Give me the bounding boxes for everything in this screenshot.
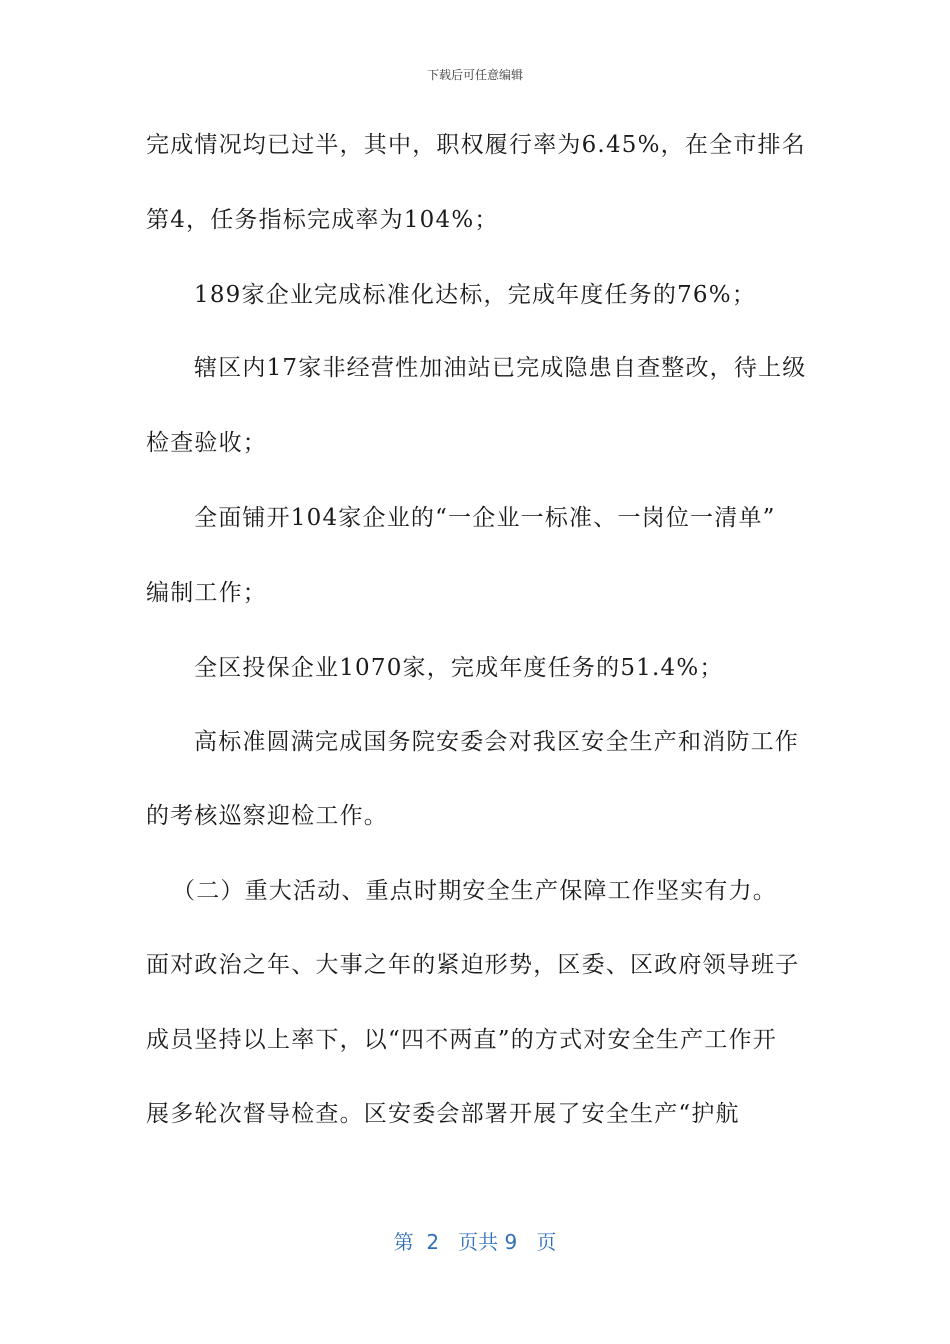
text-line-9: 高标准圆满完成国务院安委会对我区安全生产和消防工作: [194, 729, 799, 755]
text-line-8: 全区投保企业1070家，完成年度任务的51.4%；: [194, 655, 724, 681]
page-number-footer: 第 2 页共 9 页: [393, 1230, 557, 1254]
text-line-14: 展多轮次督导检查。区安委会部署开展了安全生产“护航: [146, 1101, 740, 1127]
page-header: 下载后可任意编辑: [426, 68, 523, 82]
text-line-7: 编制工作；: [146, 580, 267, 606]
text-line-2: 第4，任务指标完成率为104%；: [146, 207, 499, 233]
text-line-6: 全面铺开104家企业的“一企业一标准、一岗位一清单”: [194, 505, 776, 531]
text-line-12: 面对政治之年、大事之年的紧迫形势，区委、区政府领导班子: [146, 952, 800, 978]
text-line-1: 完成情况均已过半，其中，职权履行率为6.45%，在全市排名: [146, 132, 806, 158]
text-line-10: 的考核巡察迎检工作。: [146, 803, 388, 829]
text-line-13: 成员坚持以上率下，以“四不两直”的方式对安全生产工作开: [146, 1027, 777, 1053]
text-line-5: 检查验收；: [146, 430, 267, 456]
section-heading: （二）重大活动、重点时期安全生产保障工作坚实有力。: [172, 878, 777, 904]
text-line-4: 辖区内17家非经营性加油站已完成隐患自查整改，待上级: [194, 355, 807, 381]
text-line-3: 189家企业完成标准化达标，完成年度任务的76%；: [194, 282, 757, 308]
